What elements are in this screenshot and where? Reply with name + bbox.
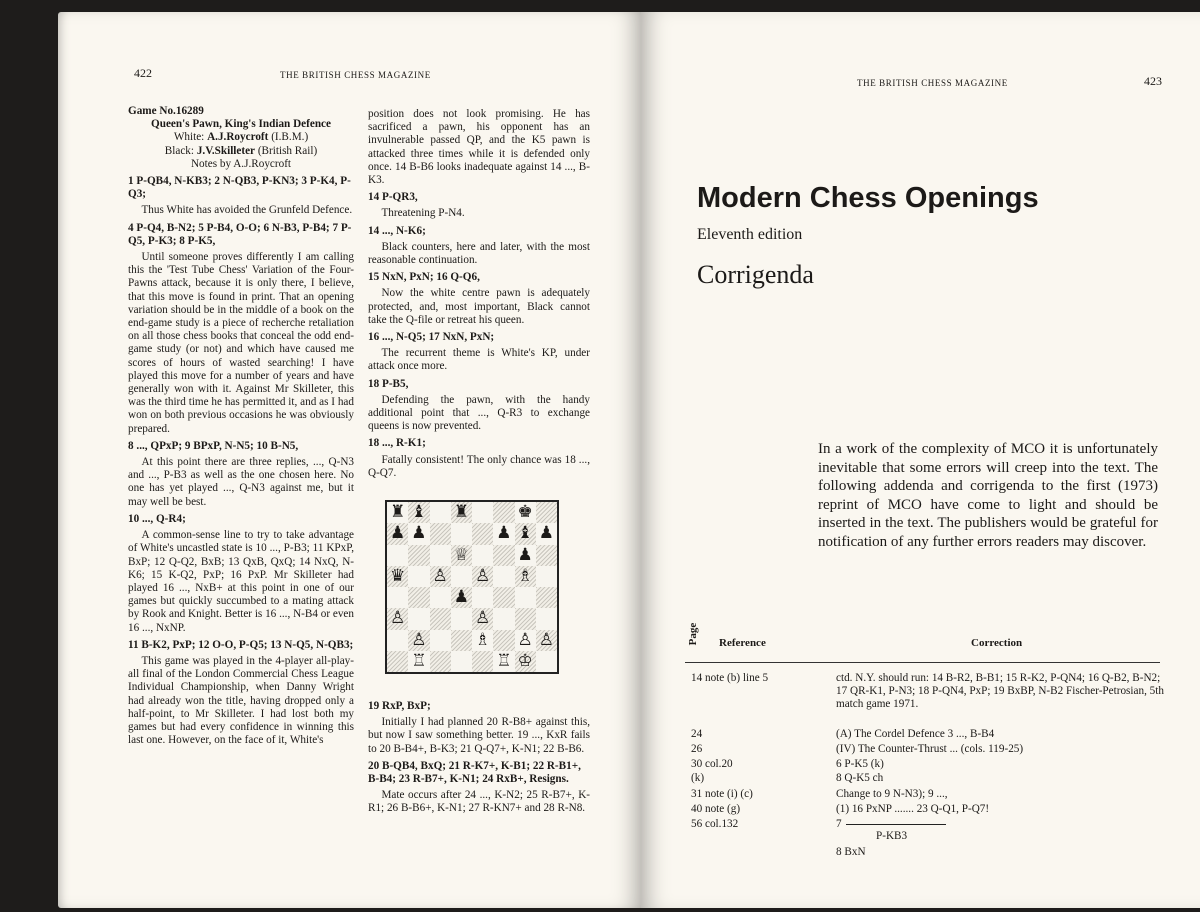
board-square bbox=[472, 545, 493, 566]
annotation-paragraph: A common-sense line to try to take advantage of White's uncastled state is 10 ..., P-B3; 11 KPxP, BxP; 12 Q-Q2, BxB; 13 QxB, QxQ; 14 NxQ, N-K6; 15 K-Q2, PxP; 16 PxP. Mr Skilleter had played 16 ..., NxB+ at this point in one of our games but quickly succumbed to a mating attack by Rook and Knight. Better is 16 ..., N-B4 or even 16 ..., NxNP. bbox=[128, 529, 354, 634]
move-line: 15 NxN, PxN; 16 Q-Q6, bbox=[368, 271, 480, 284]
board-square bbox=[493, 630, 514, 651]
chess-piece-icon: ♙ bbox=[411, 629, 427, 650]
board-square bbox=[536, 608, 557, 629]
chess-piece-icon: ♗ bbox=[475, 629, 491, 650]
chess-piece-icon: ♗ bbox=[517, 565, 533, 586]
left-column-1 bbox=[128, 105, 354, 747]
row-correction-text: 6 P-K5 (k) bbox=[836, 758, 884, 770]
board-square bbox=[387, 651, 408, 672]
chess-piece-icon: ♖ bbox=[496, 650, 512, 671]
row-reference: 56 col.132 bbox=[691, 818, 739, 830]
board-square bbox=[430, 523, 451, 544]
board-square bbox=[408, 545, 429, 566]
board-square bbox=[408, 587, 429, 608]
board-square bbox=[493, 545, 514, 566]
board-square bbox=[408, 502, 429, 523]
row-correction bbox=[836, 728, 1166, 741]
row-reference: 31 note (i) (c) bbox=[691, 788, 753, 800]
board-square bbox=[451, 545, 472, 566]
board-square bbox=[408, 630, 429, 651]
board-square bbox=[515, 523, 536, 544]
chess-piece-icon: ♟ bbox=[538, 523, 554, 544]
board-square bbox=[430, 630, 451, 651]
board-square bbox=[387, 545, 408, 566]
board-square bbox=[451, 630, 472, 651]
board-square bbox=[536, 630, 557, 651]
right-page bbox=[641, 12, 1200, 908]
board-square bbox=[493, 587, 514, 608]
board-square bbox=[515, 651, 536, 672]
board-square bbox=[472, 502, 493, 523]
row-reference: 14 note (b) line 5 bbox=[691, 672, 769, 684]
row-correction-text: 8 Q-K5 ch bbox=[836, 772, 884, 784]
board-square bbox=[387, 587, 408, 608]
fraction-line bbox=[846, 824, 946, 825]
chess-piece-icon: ♙ bbox=[475, 608, 491, 629]
annotation-paragraph: Thus White has avoided the Grunfeld Defence. bbox=[141, 204, 353, 217]
annotation-paragraph: Initially I had planned 20 R-B8+ against this, but now I saw something better. 19 ..., KxR fails to 20 B-B4+, B-K3; 21 Q-Q7+, K-N1; 22 B-B6. bbox=[368, 716, 590, 755]
board-square bbox=[515, 545, 536, 566]
board-square bbox=[451, 502, 472, 523]
move-line: 18 ..., R-K1; bbox=[368, 437, 426, 450]
move-line: 18 P-B5, bbox=[368, 377, 409, 390]
chess-piece-icon: ♙ bbox=[432, 565, 448, 586]
board-square bbox=[451, 587, 472, 608]
chess-diagram bbox=[385, 500, 559, 674]
board-square bbox=[430, 608, 451, 629]
row-correction bbox=[836, 758, 1166, 771]
chess-piece-icon: ♚ bbox=[517, 502, 533, 523]
board-square bbox=[472, 566, 493, 587]
board-square bbox=[536, 651, 557, 672]
chess-piece-icon: ♕ bbox=[453, 544, 469, 565]
board-square bbox=[493, 608, 514, 629]
board-square bbox=[387, 566, 408, 587]
header-page: Page bbox=[687, 622, 699, 646]
running-head-right: THE BRITISH CHESS MAGAZINE bbox=[857, 78, 1008, 88]
board-square bbox=[387, 608, 408, 629]
board-square bbox=[472, 587, 493, 608]
chess-piece-icon: ♟ bbox=[496, 523, 512, 544]
page-number-left: 422 bbox=[134, 66, 152, 80]
move-line: 19 RxP, BxP; bbox=[368, 700, 431, 712]
row-correction-text: Change to 9 N-N3); 9 ..., bbox=[836, 788, 948, 800]
board-square bbox=[408, 608, 429, 629]
move-line: 14 P-QR3, bbox=[368, 191, 418, 204]
row-correction-text: (1) 16 PxNP ....... 23 Q-Q1, P-Q7! bbox=[836, 803, 990, 815]
chess-piece-icon: ♟ bbox=[517, 544, 533, 565]
running-head-left: THE BRITISH CHESS MAGAZINE bbox=[280, 70, 431, 80]
board-square bbox=[387, 523, 408, 544]
move-line: 16 ..., N-Q5; 17 NxN, PxN; bbox=[368, 331, 495, 344]
table-divider bbox=[685, 662, 1160, 663]
board-square bbox=[408, 651, 429, 672]
board-square bbox=[408, 566, 429, 587]
row-correction-text: (A) The Cordel Defence 3 ..., B-B4 bbox=[836, 728, 995, 740]
annotation-paragraph: Defending the pawn, with the handy additional point that ..., Q-R3 to exchange queens is now prevented. bbox=[368, 393, 590, 433]
left-column-2-bottom bbox=[368, 696, 590, 816]
board-square bbox=[430, 566, 451, 587]
board-square bbox=[387, 502, 408, 523]
board-square bbox=[536, 523, 557, 544]
notes-by: Notes by A.J.Roycroft bbox=[190, 157, 292, 170]
annotation-paragraph: Black counters, here and later, with the most reasonable continuation. bbox=[368, 240, 590, 267]
game-opening: Queen's Pawn, King's Indian Defence bbox=[151, 118, 331, 131]
chess-piece-icon: ♜ bbox=[453, 502, 469, 523]
book-title: Modern Chess Openings bbox=[697, 182, 1039, 214]
row-correction bbox=[836, 803, 1166, 816]
fraction-denominator: P-KB3 bbox=[876, 830, 908, 842]
annotation-paragraph: Mate occurs after 24 ..., K-N2; 25 R-B7+, K-R1; 26 B-B6+, K-N1; 27 R-KN7+ and 28 R-N8. bbox=[368, 789, 590, 815]
black-player: Black: J.V.Skilleter (British Rail) bbox=[164, 144, 318, 157]
intro-paragraph: In a work of the complexity of MCO it is unfortunately inevitable that some errors will creep into the text. The following addenda and corrigenda to the first (1973) reprint of MCO have come to light and should be inserted in the text. The publishers would be grateful for notification of any further errors readers may discover. bbox=[818, 441, 1158, 550]
board-square bbox=[536, 566, 557, 587]
chess-piece-icon: ♝ bbox=[517, 523, 533, 544]
board-square bbox=[515, 566, 536, 587]
chess-piece-icon: ♜ bbox=[390, 502, 406, 523]
chess-piece-icon: ♟ bbox=[411, 523, 427, 544]
page-number-right: 423 bbox=[1144, 74, 1162, 88]
move-line: 10 ..., Q-R4; bbox=[128, 512, 186, 525]
chess-piece-icon: ♙ bbox=[390, 608, 406, 629]
board-square bbox=[493, 523, 514, 544]
move-line: 1 P-QB4, N-KB3; 2 N-QB3, P-KN3; 3 P-K4, P-Q3; bbox=[128, 175, 351, 201]
board-square bbox=[472, 608, 493, 629]
game-number: Game No.16289 bbox=[128, 105, 204, 117]
chess-piece-icon: ♟ bbox=[453, 587, 469, 608]
board-square bbox=[430, 651, 451, 672]
annotation-paragraph: Now the white centre pawn is adequately protected, and, most important, Black cannot take the Q-file or retreat his queen. bbox=[368, 287, 590, 326]
board-square bbox=[451, 523, 472, 544]
board-square bbox=[493, 566, 514, 587]
row-correction-text: ctd. N.Y. should run: 14 B-R2, B-B1; 15 R-K2, P-QN4; 16 Q-B2, B-N2; 17 QR-K1, P-N3; 18 P-QN4, PxP; 19 BxBP, N-B2 Fischer-Petrosian, 5th match game 1971. bbox=[836, 672, 1164, 711]
board-square bbox=[451, 566, 472, 587]
board-square bbox=[536, 587, 557, 608]
header-reference: Reference bbox=[719, 637, 766, 649]
left-page bbox=[58, 12, 641, 908]
board-square bbox=[430, 587, 451, 608]
board-square bbox=[472, 523, 493, 544]
last-correction-line: 8 BxN bbox=[836, 846, 866, 858]
row-reference: (k) bbox=[691, 772, 705, 784]
annotation-paragraph: At this point there are three replies, ..., Q-N3 and ..., P-B3 as well as the one chosen here. No one has yet played ..., Q-N3 against me, but it may well be best. bbox=[128, 456, 354, 508]
chess-piece-icon: ♛ bbox=[390, 565, 406, 586]
row-correction bbox=[836, 743, 1166, 756]
row-correction-text: (IV) The Counter-Thrust ... (cols. 119-25) bbox=[836, 743, 1024, 755]
row-reference: 26 bbox=[691, 743, 703, 755]
row-correction-text: 7 bbox=[836, 818, 842, 830]
board-square bbox=[493, 651, 514, 672]
board-square bbox=[408, 523, 429, 544]
white-player: White: A.J.Roycroft (I.B.M.) bbox=[173, 131, 309, 144]
annotation-paragraph: position does not look promising. He has sacrificed a pawn, his opponent has an invulnerable passed QP, and the K5 pawn is attacked three times while it is defended only once. 14 B-B6 looks inadequate against 14 ..., B-K3. bbox=[368, 108, 590, 187]
board-square bbox=[515, 630, 536, 651]
board-square bbox=[536, 502, 557, 523]
row-correction bbox=[836, 772, 1166, 785]
header-correction: Correction bbox=[971, 637, 1023, 649]
board-square bbox=[493, 502, 514, 523]
chess-piece-icon: ♖ bbox=[411, 650, 427, 671]
board-square bbox=[451, 651, 472, 672]
row-reference: 30 col.20 bbox=[691, 758, 733, 770]
annotation-paragraph: This game was played in the 4-player all-play-all final of the London Commercial Chess League Individual Championship, when Danny Wright had already won the title, having dropped only a half-point, to Mr Skilleter. I had lost both my games but had every confidence in winning this last one. However, on the face of it, White's bbox=[128, 654, 354, 747]
chess-piece-icon: ♟ bbox=[390, 523, 406, 544]
left-column-2-top bbox=[368, 108, 590, 480]
chess-piece-icon: ♔ bbox=[517, 650, 533, 671]
corrigenda-heading: Corrigenda bbox=[697, 260, 814, 289]
board-square bbox=[451, 608, 472, 629]
row-correction bbox=[836, 672, 1166, 712]
move-line: 4 P-Q4, B-N2; 5 P-B4, O-O; 6 N-B3, P-B4; 7 P-Q5, P-K3; 8 P-K5, bbox=[128, 221, 352, 247]
annotation-paragraph: Threatening P-N4. bbox=[381, 207, 465, 220]
edition: Eleventh edition bbox=[697, 226, 803, 243]
board-square bbox=[515, 587, 536, 608]
chess-piece-icon: ♙ bbox=[538, 629, 554, 650]
board-square bbox=[430, 545, 451, 566]
chess-piece-icon: ♝ bbox=[411, 502, 427, 523]
board-square bbox=[515, 608, 536, 629]
row-reference: 24 bbox=[691, 728, 703, 740]
board-square bbox=[515, 502, 536, 523]
move-line: 8 ..., QPxP; 9 BPxP, N-N5; 10 B-N5, bbox=[128, 439, 299, 452]
annotation-paragraph: Until someone proves differently I am calling this the 'Test Tube Chess' Variation of the Four-Pawns attack, because it is only there, I believe, that this move is found in print. That an opening variation should be in the middle of a book on the end-game study is a piece of recherche retaliation on all those chess books that conceal the odd end-game study (or not) and which have caused me scores of hours of wasted searching! I have played this move for a number of years and have generally won with it. Against Mr Skilleter, this was the third time he has permitted it, and as I had won on both previous occasions he was obviously prepared. bbox=[128, 251, 354, 435]
board-square bbox=[472, 651, 493, 672]
board-square bbox=[387, 630, 408, 651]
row-reference: 40 note (g) bbox=[691, 803, 741, 815]
board-square bbox=[536, 545, 557, 566]
chess-piece-icon: ♙ bbox=[517, 629, 533, 650]
chess-piece-icon: ♙ bbox=[475, 565, 491, 586]
board-square bbox=[472, 630, 493, 651]
move-line: 20 B-QB4, BxQ; 21 R-K7+, K-B1; 22 R-B1+, B-B4; 23 R-B7+, K-N1; 24 RxB+, Resigns. bbox=[368, 759, 581, 786]
board-square bbox=[430, 502, 451, 523]
row-correction bbox=[836, 788, 1166, 801]
move-line: 14 ..., N-K6; bbox=[368, 224, 426, 237]
annotation-paragraph: The recurrent theme is White's KP, under attack once more. bbox=[368, 347, 590, 373]
move-line: 11 B-K2, PxP; 12 O-O, P-Q5; 13 N-Q5, N-QB3; bbox=[128, 638, 354, 651]
annotation-paragraph: Fatally consistent! The only chance was 18 ..., Q-Q7. bbox=[368, 453, 590, 479]
